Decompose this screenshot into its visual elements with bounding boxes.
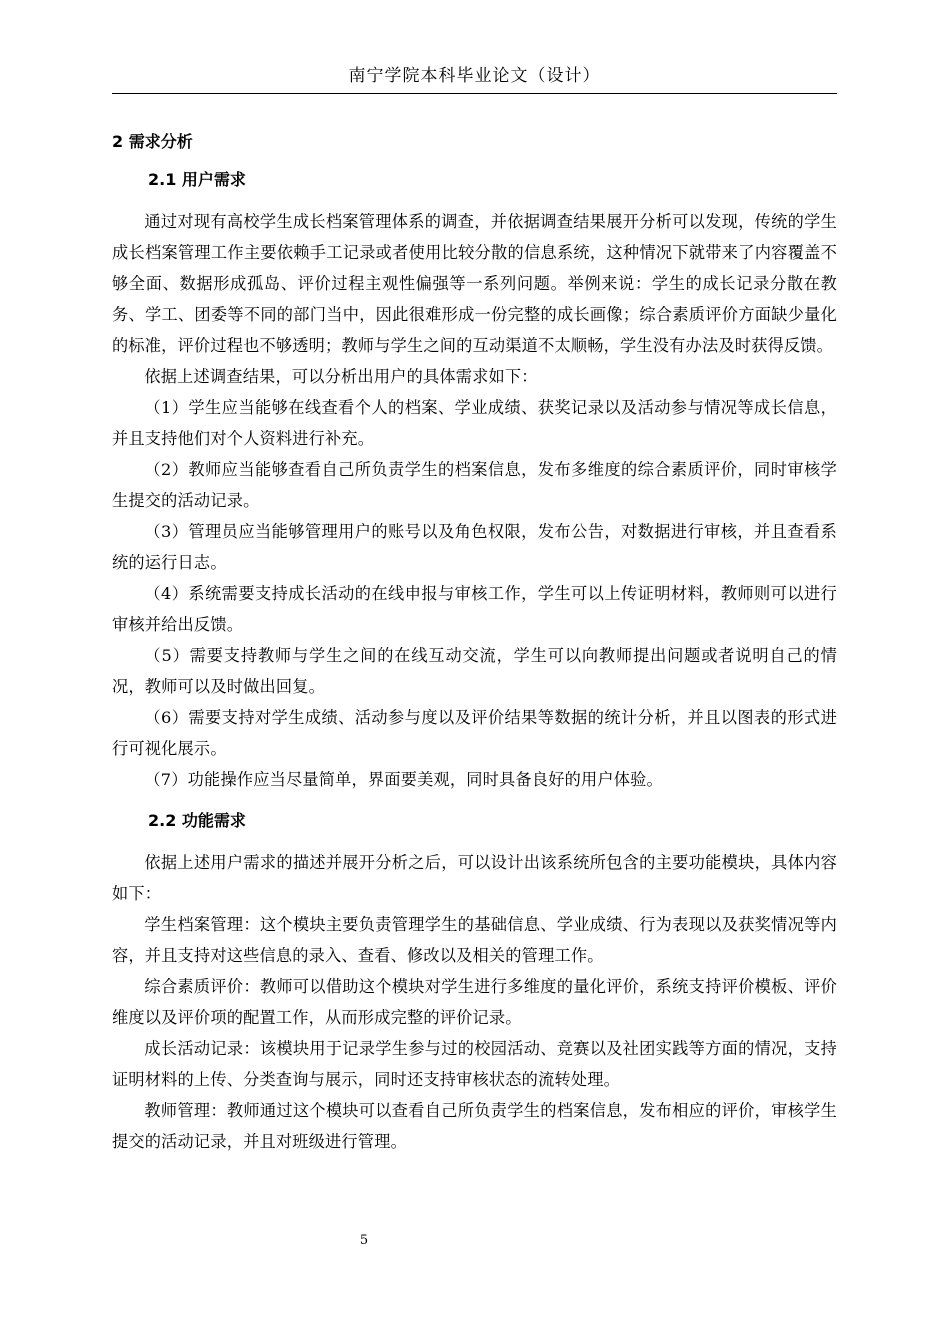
section-heading: 2 需求分析 xyxy=(112,132,193,151)
paragraph: 依据上述用户需求的描述并展开分析之后，可以设计出该系统所包含的主要功能模块，具体内容如下： xyxy=(112,853,837,903)
list-item: （6）需要支持对学生成绩、活动参与度以及评价结果等数据的统计分析，并且以图表的形式进行可视化展示。 xyxy=(112,708,837,758)
header-divider xyxy=(112,93,837,94)
paragraph: 通过对现有高校学生成长档案管理体系的调查，并依据调查结果展开分析可以发现，传统的学生成长档案管理工作主要依赖手工记录或者使用比较分散的信息系统，这种情况下就带来了内容覆盖不够全面、数据形成孤岛、评价过程主观性偏强等一系列问题。举例来说：学生的成长记录分散在教务、学工、团委等不同的部门当中，因此很难形成一份完整的成长画像；综合素质评价方面缺少量化的标准，评价过程也不够透明；教师与学生之间的互动渠道不太顺畅，学生没有办法及时获得反馈。 xyxy=(112,212,837,355)
list-item: （1）学生应当能够在线查看个人的档案、学业成绩、获奖记录以及活动参与情况等成长信息，并且支持他们对个人资料进行补充。 xyxy=(112,398,837,448)
list-item: （3）管理员应当能够管理用户的账号以及角色权限，发布公告，对数据进行审核，并且查看系统的运行日志。 xyxy=(112,522,837,572)
list-item: （2）教师应当能够查看自己所负责学生的档案信息，发布多维度的综合素质评价，同时审核学生提交的活动记录。 xyxy=(112,460,837,510)
paragraph: 教师管理：教师通过这个模块可以查看自己所负责学生的档案信息，发布相应的评价，审核学生提交的活动记录，并且对班级进行管理。 xyxy=(112,1101,837,1151)
list-item: （7）功能操作应当尽量简单，界面要美观，同时具备良好的用户体验。 xyxy=(144,770,663,789)
paragraph: 综合素质评价：教师可以借助这个模块对学生进行多维度的量化评价，系统支持评价模板、评价维度以及评价项的配置工作，从而形成完整的评价记录。 xyxy=(112,977,837,1027)
paragraph: 学生档案管理：这个模块主要负责管理学生的基础信息、学业成绩、行为表现以及获奖情况等内容，并且支持对这些信息的录入、查看、修改以及相关的管理工作。 xyxy=(112,915,837,965)
subsection-heading-user-requirements: 2.1 用户需求 xyxy=(148,170,246,189)
functional-requirements-body xyxy=(112,847,837,1157)
running-header: 南宁学院本科毕业论文（设计） xyxy=(348,66,601,86)
user-requirements-body xyxy=(112,206,837,795)
page-number: 5 xyxy=(359,1233,369,1248)
paragraph: 依据上述调查结果，可以分析出用户的具体需求如下： xyxy=(144,367,538,386)
paragraph: 成长活动记录：该模块用于记录学生参与过的校园活动、竞赛以及社团实践等方面的情况，支持证明材料的上传、分类查询与展示，同时还支持审核状态的流转处理。 xyxy=(112,1039,837,1089)
page-body xyxy=(112,128,837,1157)
list-item: （4）系统需要支持成长活动的在线申报与审核工作，学生可以上传证明材料，教师则可以进行审核并给出反馈。 xyxy=(112,584,837,634)
list-item: （5）需要支持教师与学生之间的在线互动交流，学生可以向教师提出问题或者说明自己的情况，教师可以及时做出回复。 xyxy=(112,646,837,696)
subsection-heading-functional-requirements: 2.2 功能需求 xyxy=(148,811,246,830)
